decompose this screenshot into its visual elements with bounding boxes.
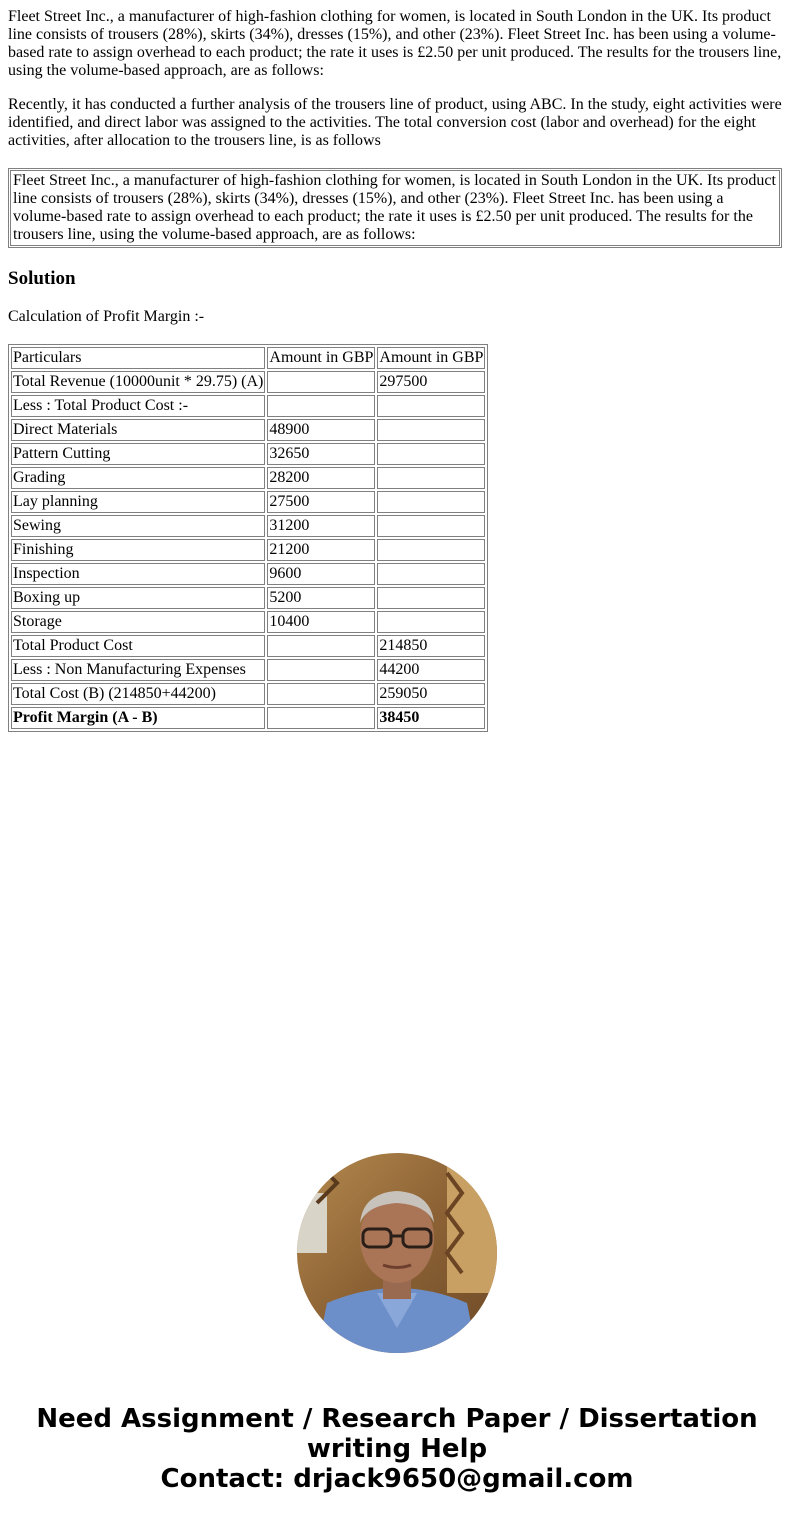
table-cell: Total Product Cost: [11, 635, 265, 657]
table-cell: [377, 587, 485, 609]
table-row: [11, 491, 485, 513]
footer-line-1: Need Assignment / Research Paper / Dissertation: [36, 1404, 758, 1434]
table-cell: 48900: [267, 419, 375, 441]
table-cell: Total Cost (B) (214850+44200): [11, 683, 265, 705]
table-cell: Pattern Cutting: [11, 443, 265, 465]
table-row: [11, 635, 485, 657]
table-cell: Particulars: [11, 347, 265, 369]
table-cell: [377, 395, 485, 417]
table-row: [11, 371, 485, 393]
table-cell: 10400: [267, 611, 375, 633]
table-cell: 44200: [377, 659, 485, 681]
table-cell: 27500: [267, 491, 375, 513]
table-cell: [267, 635, 375, 657]
profit-margin-table: [8, 344, 488, 732]
table-cell: Sewing: [11, 515, 265, 537]
solution-heading: Solution: [8, 268, 76, 289]
table-cell: 32650: [267, 443, 375, 465]
table-cell: Amount in GBP: [377, 347, 485, 369]
calculation-label: Calculation of Profit Margin :-: [8, 308, 205, 325]
table-cell: 38450: [377, 707, 485, 729]
avatar: [297, 1153, 497, 1353]
table-cell: Grading: [11, 467, 265, 489]
table-cell: [267, 395, 375, 417]
table-cell: Lay planning: [11, 491, 265, 513]
table-cell: [267, 659, 375, 681]
table-row: [11, 611, 485, 633]
table-cell: Inspection: [11, 563, 265, 585]
contact-footer: [0, 1404, 794, 1494]
table-cell: Less : Total Product Cost :-: [11, 395, 265, 417]
table-row: [11, 539, 485, 561]
table-row: [11, 467, 485, 489]
table-header-row: [11, 347, 485, 369]
table-cell: [377, 419, 485, 441]
table-cell: 259050: [377, 683, 485, 705]
table-row: [11, 659, 485, 681]
table-row: [11, 515, 485, 537]
intro-paragraph-2: Recently, it has conducted a further analysis of the trousers line of product, using ABC. In the study, eight activities were identified, and direct labor was assigned to the activities. The total conversion cost (labor and overhead) for the eight activities, after allocation to the trousers line, is as follows: [8, 96, 782, 149]
document-body: [0, 0, 794, 732]
table-cell: Total Revenue (10000unit * 29.75) (A): [11, 371, 265, 393]
table-row: [11, 395, 485, 417]
table-cell: 31200: [267, 515, 375, 537]
table-cell: Profit Margin (A - B): [11, 707, 265, 729]
table-cell: [267, 371, 375, 393]
author-photo: [297, 1153, 497, 1353]
table-cell: [377, 491, 485, 513]
table-cell: [267, 707, 375, 729]
table-cell: [377, 539, 485, 561]
question-box: [8, 168, 782, 248]
table-cell: [377, 443, 485, 465]
table-cell: 214850: [377, 635, 485, 657]
table-row-profit-margin: [11, 707, 485, 729]
table-cell: 28200: [267, 467, 375, 489]
table-cell: 21200: [267, 539, 375, 561]
table-row: [11, 683, 485, 705]
table-cell: Direct Materials: [11, 419, 265, 441]
table-cell: Amount in GBP: [267, 347, 375, 369]
table-row: [11, 563, 485, 585]
table-cell: 9600: [267, 563, 375, 585]
table-row: [11, 587, 485, 609]
table-cell: 297500: [377, 371, 485, 393]
table-row: [11, 443, 485, 465]
table-cell: Storage: [11, 611, 265, 633]
table-cell: 5200: [267, 587, 375, 609]
table-cell: [377, 467, 485, 489]
table-row: [11, 419, 485, 441]
table-cell: Less : Non Manufacturing Expenses: [11, 659, 265, 681]
footer-contact-line: Contact: drjack9650@gmail.com: [160, 1464, 634, 1494]
table-cell: [267, 683, 375, 705]
table-cell: [377, 515, 485, 537]
table-cell: [377, 611, 485, 633]
table-cell: Boxing up: [11, 587, 265, 609]
table-cell: [377, 563, 485, 585]
intro-paragraph-1: Fleet Street Inc., a manufacturer of high-fashion clothing for women, is located in South London in the UK. Its product line consists of trousers (28%), skirts (34%), dresses (15%), and other (23%). Fleet Street Inc. has been using a volume-based rate to assign overhead to each product; the rate it uses is £2.50 per unit produced. The results for the trousers line, using the volume-based approach, are as follows:: [8, 8, 782, 79]
question-text: Fleet Street Inc., a manufacturer of high-fashion clothing for women, is located in South London in the UK. Its product line consists of trousers (28%), skirts (34%), dresses (15%), and other (23%). Fleet Street Inc. has been using a volume-based rate to assign overhead to each product; the rate it uses is £2.50 per unit produced. The results for the trousers line, using the volume-based approach, are as follows:: [10, 170, 780, 246]
table-cell: Finishing: [11, 539, 265, 561]
footer-line-2: writing Help: [306, 1434, 488, 1464]
